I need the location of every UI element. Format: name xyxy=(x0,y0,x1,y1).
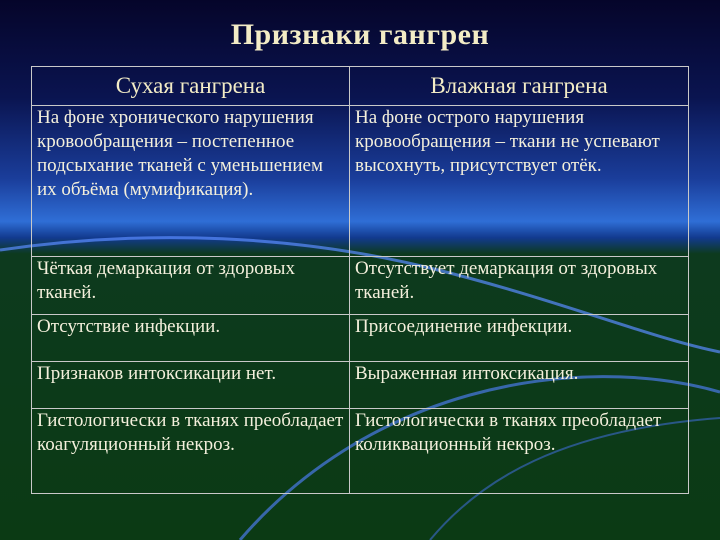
table-cell: Присоединение инфекции. xyxy=(350,315,689,362)
table-cell: Чёткая демаркация от здоровых тканей. xyxy=(32,257,350,315)
table-cell: Гистологически в тканях преобладает коликвационный некроз. xyxy=(350,409,689,494)
table-row xyxy=(32,409,689,494)
table-row xyxy=(32,315,689,362)
table-cell: На фоне острого нарушения кровообращения – ткани не успевают высохнуть, присутствует отёк. xyxy=(350,106,689,257)
comparison-table xyxy=(31,66,689,494)
table-header-row xyxy=(32,67,689,106)
table-cell: На фоне хронического нарушения кровообращения – постепенное подсыхание тканей с уменьшением их объёма (мумификация). xyxy=(32,106,350,257)
table-cell: Отсутствие инфекции. xyxy=(32,315,350,362)
table-cell: Отсутствует демаркация от здоровых тканей. xyxy=(350,257,689,315)
table-cell: Признаков интоксикации нет. xyxy=(32,362,350,409)
table-cell: Выраженная интоксикация. xyxy=(350,362,689,409)
table-row xyxy=(32,257,689,315)
table-row xyxy=(32,362,689,409)
header-wet-gangrene: Влажная гангрена xyxy=(350,67,689,106)
table-cell: Гистологически в тканях преобладает коагуляционный некроз. xyxy=(32,409,350,494)
slide-title: Признаки гангрен xyxy=(230,18,490,51)
table-row xyxy=(32,106,689,257)
header-dry-gangrene: Сухая гангрена xyxy=(32,67,350,106)
